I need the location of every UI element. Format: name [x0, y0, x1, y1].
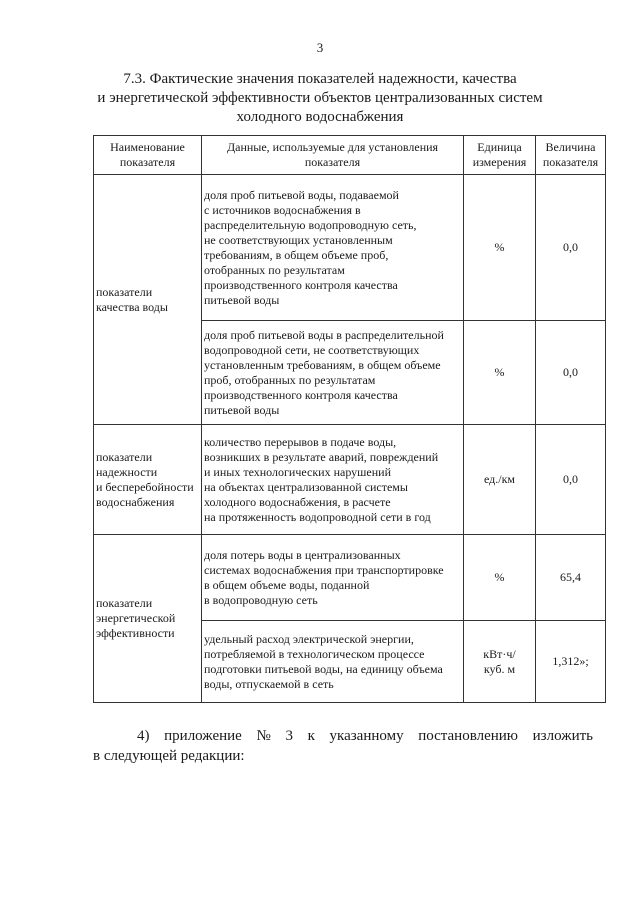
indicator-name-reliability: показатели надежности и бесперебойности водоснабжения	[94, 425, 202, 535]
closing-word: 4)	[137, 728, 150, 744]
section-heading	[60, 70, 580, 127]
table-row	[94, 425, 606, 535]
indicator-data-description: доля проб питьевой воды, подаваемой с источников водоснабжения в распределительную водопроводную сеть, не соответствующих установленным требованиям, в общем объеме проб, отобранных по результатам производственного контроля качества питьевой воды	[202, 175, 464, 321]
indicator-value: 0,0	[536, 321, 606, 425]
indicator-value: 0,0	[536, 175, 606, 321]
column-header-value: Величина показателя	[536, 136, 606, 175]
closing-word: изложить	[532, 728, 593, 744]
closing-paragraph	[93, 726, 593, 766]
indicators-table	[93, 135, 606, 703]
indicator-value: 0,0	[536, 425, 606, 535]
closing-word: приложение	[164, 728, 242, 744]
table-row	[94, 175, 606, 321]
column-header-data: Данные, используемые для установления показателя	[202, 136, 464, 175]
closing-word: №	[256, 728, 271, 744]
heading-line: холодного водоснабжения	[236, 109, 404, 125]
indicator-unit: ед./км	[464, 425, 536, 535]
indicator-name-quality: показатели качества воды	[94, 175, 202, 425]
closing-word: постановлению	[418, 728, 518, 744]
column-header-name: Наименование показателя	[94, 136, 202, 175]
indicator-value: 65,4	[536, 535, 606, 621]
indicator-unit: %	[464, 321, 536, 425]
indicator-unit: %	[464, 535, 536, 621]
indicator-value: 1,312»;	[536, 621, 606, 703]
closing-word: к	[307, 728, 315, 744]
indicator-unit: %	[464, 175, 536, 321]
closing-line: в следующей редакции:	[93, 748, 245, 764]
table-header-row	[94, 136, 606, 175]
indicator-data-description: доля потерь воды в централизованных системах водоснабжения при транспортировке в общем объеме воды, поданной в водопроводную сеть	[202, 535, 464, 621]
indicator-name-energy: показатели энергетической эффективности	[94, 535, 202, 703]
closing-word: указанному	[329, 728, 404, 744]
page-number: 3	[316, 40, 324, 55]
heading-line: и энергетической эффективности объектов централизованных систем	[97, 90, 543, 106]
closing-line	[93, 726, 593, 746]
indicator-data-description: доля проб питьевой воды в распределительной водопроводной сети, не соответствующих установленным требованиям, в общем объеме проб, отобранных по результатам производственного контроля качества питьевой воды	[202, 321, 464, 425]
indicator-unit: кВт·ч/ куб. м	[464, 621, 536, 703]
closing-word: 3	[285, 728, 293, 744]
column-header-unit: Единица измерения	[464, 136, 536, 175]
indicator-data-description: удельный расход электрической энергии, потребляемой в технологическом процессе подготовки питьевой воды, на единицу объема воды, отпускаемой в сеть	[202, 621, 464, 703]
indicator-data-description: количество перерывов в подаче воды, возникших в результате аварий, повреждений и иных технологических нарушений на объектах централизованной системы холодного водоснабжения, в расчете на протяженность водопроводной сети в год	[202, 425, 464, 535]
table-row	[94, 535, 606, 621]
heading-line: 7.3. Фактические значения показателей надежности, качества	[123, 71, 517, 87]
